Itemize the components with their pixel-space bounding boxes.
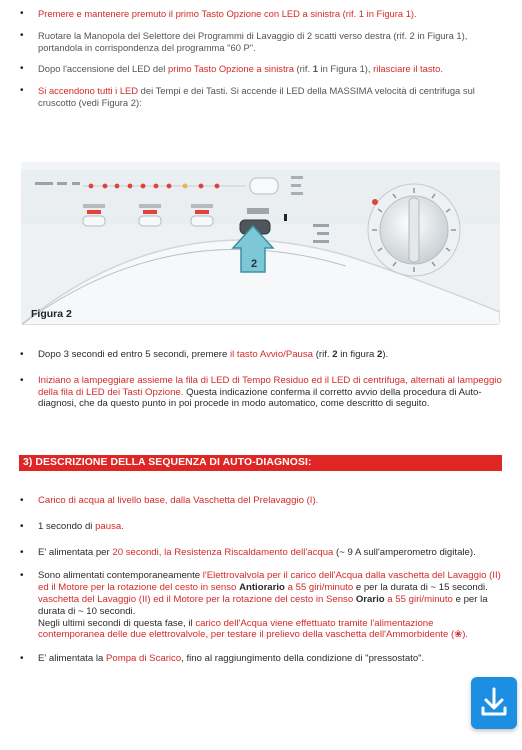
bullet-icon: • [20, 570, 24, 582]
list-item [18, 349, 502, 361]
bullet-text: a 55 giri/minuto [284, 582, 354, 594]
bullet-text: carico dell'Acqua viene effettuato tramite l'alimentazione contemporanea delle due elettrovalvole, per testare il prelievo della vaschetta dell'Ammorbidente (❀). [38, 617, 469, 641]
figure-caption: Figura 2 [31, 308, 72, 320]
bullet-text: Premere e mantenere premuto il primo Tasto Opzione con LED a sinistra (rif. 1 in Figura 1). [38, 8, 417, 19]
bullet-icon: • [20, 8, 24, 19]
bullet-icon: • [20, 63, 24, 75]
list-item [18, 375, 502, 410]
bullet-icon: • [20, 653, 24, 665]
list-item [18, 85, 502, 109]
bullet-icon: • [20, 374, 24, 386]
bullet-text: Negli ultimi secondi di questa fase, il [38, 617, 196, 629]
bullet-text: ). [382, 349, 389, 360]
program-knob [368, 184, 460, 276]
bullet-text: Ruotare la Manopola del Selettore dei Programmi di Lavaggio di 2 scatti verso destra (rif. 2 in Figura 1), portandola in corrispondenza del programma "60 P". [38, 29, 468, 53]
mid-bullet-list [18, 349, 502, 421]
bullet-text: e per la durata di ~ 10 secondi. [38, 593, 488, 617]
download-icon [471, 677, 517, 729]
bullet-text: l'Elettrovalvola per il carico dell'Acqua dalla vaschetta del Lavaggio (II) ed il Motore per la rotazione del cesto in senso [38, 570, 501, 594]
bullet-icon: • [20, 85, 24, 97]
bullet-text: 20 secondi, la Resistenza Riscaldamento dell'acqua [112, 546, 334, 558]
bullet-text: in figura [337, 349, 378, 360]
bullet-icon: • [20, 546, 24, 558]
start-pause-button-top [250, 178, 278, 194]
bullet-text: a 55 giri/minuto [384, 593, 453, 605]
bullet-text: E' alimentata per [38, 546, 113, 558]
bullet-text: pausa. [95, 520, 124, 532]
bullet-text: pressostato". [368, 653, 425, 665]
bullet-text: Pompa di Scarico [105, 653, 182, 665]
list-item [18, 547, 502, 559]
bullet-text: Antiorario [239, 582, 285, 594]
list-item [18, 495, 502, 507]
list-item [18, 521, 502, 533]
control-panel-figure [21, 162, 500, 325]
bullet-text: Dopo l'accensione del LED del [38, 63, 168, 75]
list-item [18, 63, 502, 75]
control-panel-illustration [21, 162, 500, 325]
bullet-icon: • [20, 29, 24, 41]
bullet-text: Orario [355, 593, 385, 605]
list-item [18, 8, 502, 20]
bullet-icon: • [20, 349, 24, 360]
bullet-text: e per la durata di ~ 15 secondi. [353, 582, 488, 594]
bullet-text: dei Tempi e dei Tasti. Si accende il LED della MASSIMA velocità di centrifuga sul cruscotto (vedi Figura 2): [38, 85, 475, 108]
list-item [18, 653, 502, 665]
bullet-text: 2 [332, 349, 338, 360]
bullet-text: E' alimentata la [38, 653, 106, 665]
bullet-text: primo Tasto Opzione a sinistra [168, 63, 294, 75]
bullet-text: Iniziano a lampeggiare assieme la fila di LED di Tempo Residuo ed il LED di centrifuga, alternati al lampeggio della fila di LED dei Tasti Opzione. [38, 374, 502, 398]
bullet-text: (rif. [313, 349, 333, 360]
bullet-text: Si accendono tutti i LED [38, 85, 139, 97]
bullet-text: 2 [377, 349, 383, 360]
bullet-text: in Figura 1), [317, 63, 374, 75]
arrow-label: 2 [250, 258, 258, 270]
bullet-text: Dopo 3 secondi ed entro 5 secondi, premere [38, 349, 230, 360]
bullet-text: 1 [312, 63, 318, 75]
bottom-bullet-list [18, 495, 502, 676]
bullet-text: il tasto Avvio/Pausa [230, 349, 314, 360]
bullet-text: (rif. [293, 63, 313, 75]
bullet-icon: • [20, 520, 24, 532]
list-item [18, 570, 502, 641]
bullet-text: Questa indicazione conferma il corretto avvio della procedura di Auto-diagnosi, che da questo punto in poi procede in modo automatico, come descritto di seguito. [38, 386, 482, 410]
bullet-text: Carico di acqua al livello base, dalla Vaschetta del Prelavaggio (I). [38, 495, 319, 506]
top-bullet-list [18, 8, 502, 119]
bullet-text: (~ 9 A sull'amperometro digitale). [333, 546, 476, 558]
bullet-text: Sono alimentati contemporaneamente [38, 570, 203, 582]
section-heading: 3) DESCRIZIONE DELLA SEQUENZA DI AUTO-DIAGNOSI: [19, 455, 502, 471]
bullet-text: 1 secondo di [38, 520, 96, 532]
bullet-text: , fino al raggiungimento della condizione di " [181, 653, 369, 665]
bullet-icon: • [20, 495, 24, 506]
download-button[interactable] [471, 677, 517, 729]
bullet-text: rilasciare il tasto. [373, 63, 443, 75]
list-item [18, 30, 502, 54]
bullet-text: vaschetta del Lavaggio (II) ed il Motore per la rotazione del cesto in Senso [38, 593, 356, 605]
